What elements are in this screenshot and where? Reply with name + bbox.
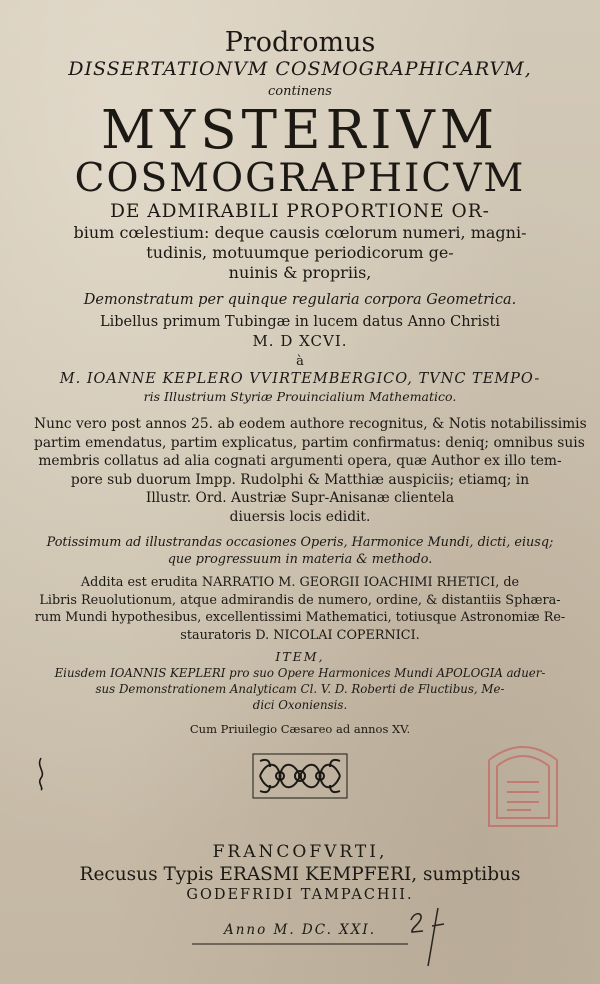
addita-line-2: Libris Reuolutionum, atque admirandis de numero, ordine, & distantiis Sphæra- (39, 592, 561, 608)
addita-line-3: rum Mundi hypothesibus, excellentissimi Mathematici, totiusque Astronomiæ Re- (34, 610, 566, 625)
a-preposition: à (296, 354, 304, 369)
item-heading: ITEM, (275, 649, 325, 664)
addita-paragraph (34, 574, 566, 644)
mysterium-heading: MYSTERIVM (101, 100, 499, 161)
de-admirabili-line: DE ADMIRABILI PROPORTIONE OR- (110, 201, 490, 222)
cosmographicum-heading: COSMOGRAPHICVM (74, 156, 526, 201)
continens-text: continens (268, 84, 332, 99)
nunc-vero-line-6: diuersis locis edidit. (229, 508, 371, 525)
prodromus-heading: Prodromus (224, 27, 376, 58)
eiusdem-paragraph (34, 665, 566, 713)
potissimum-paragraph (34, 534, 566, 568)
subtitle-line-1: bium cœlestium: deque causis cœlorum numeri, magni- (73, 223, 527, 242)
dissertationum-heading: DISSERTATIONVM COSMOGRAPHICARVM, (68, 58, 532, 80)
eiusdem-line-3: dici Oxoniensis. (252, 698, 348, 712)
nunc-vero-line-5: Illustr. Ord. Austriæ Supr-Anisanæ clientela (145, 490, 455, 506)
margin-mark-icon (34, 756, 48, 792)
demonstratum-line: Demonstratum per quinque regularia corpora Geometrica. (83, 292, 517, 308)
potissimum-line-1: Potissimum ad illustrandas occasiones Operis, Harmonice Mundi, dicti, eiusq; (46, 535, 554, 550)
potissimum-line-2: que progressuum in materia & methodo. (167, 552, 433, 567)
addita-line-1: Addita est erudita NARRATIO M. GEORGII IOACHIMI RHETICI, de (80, 575, 520, 590)
libellus-line: Libellus primum Tubingæ in lucem datus Anno Christi (99, 314, 501, 330)
imprint-year-block (34, 921, 566, 939)
eiusdem-line-2: sus Demonstrationem Analyticam Cl. V. D. Roberti de Fluctibus, Me- (95, 682, 505, 696)
nunc-vero-paragraph (34, 415, 587, 526)
imprint-year: Anno M. DC. XXI. (223, 922, 377, 938)
addita-line-4: stauratoris D. NICOLAI COPERNICI. (180, 627, 420, 643)
eiusdem-line-1: Eiusdem IOANNIS KEPLERI pro suo Opere Harmonices Mundi APOLOGIA aduer- (54, 666, 546, 680)
privilegio-line: Cum Priuilegio Cæsareo ad annos XV. (189, 722, 411, 736)
nunc-vero-line-2: partim emendatus, partim explicatus, partim confirmatus: deniq; omnibus suis (34, 434, 585, 451)
library-stamp-icon (481, 738, 565, 834)
subtitle-line-2: tudinis, motuumque periodicorum ge- (146, 243, 454, 262)
first-edition-year: M. D XCVI. (252, 332, 348, 350)
imprint-publisher: GODEFRIDI TAMPACHII. (186, 887, 414, 903)
subtitle-line-3: nuinis & propriis, (228, 263, 372, 282)
nunc-vero-line-4: pore sub duorum Impp. Rudolphi & Matthiæ auspiciis; etiamq; in (70, 471, 530, 488)
subtitle-block (34, 223, 566, 283)
handwritten-annotation-icon (408, 904, 448, 968)
imprint-year-underline (192, 943, 408, 945)
author-line-1: M. IOANNE KEPLERO VVIRTEMBERGICO, TVNC TEMPO- (59, 371, 541, 387)
author-line-2: ris Illustrium Styriæ Prouincialium Mathematico. (143, 389, 457, 404)
imprint-year-wrap (180, 921, 420, 939)
nunc-vero-line-1: Nunc vero post annos 25. ab eodem authore recognitus, & Notis notabilissimis (34, 416, 587, 432)
printers-ornament-icon (252, 753, 348, 799)
nunc-vero-line-3: membris collatus ad alia cognati argumenti opera, quæ Author ex illo tem- (38, 453, 562, 469)
imprint-printer: Recusus Typis ERASMI KEMPFERI, sumptibus (79, 864, 521, 885)
imprint-city: FRANCOFVRTI, (212, 842, 388, 862)
